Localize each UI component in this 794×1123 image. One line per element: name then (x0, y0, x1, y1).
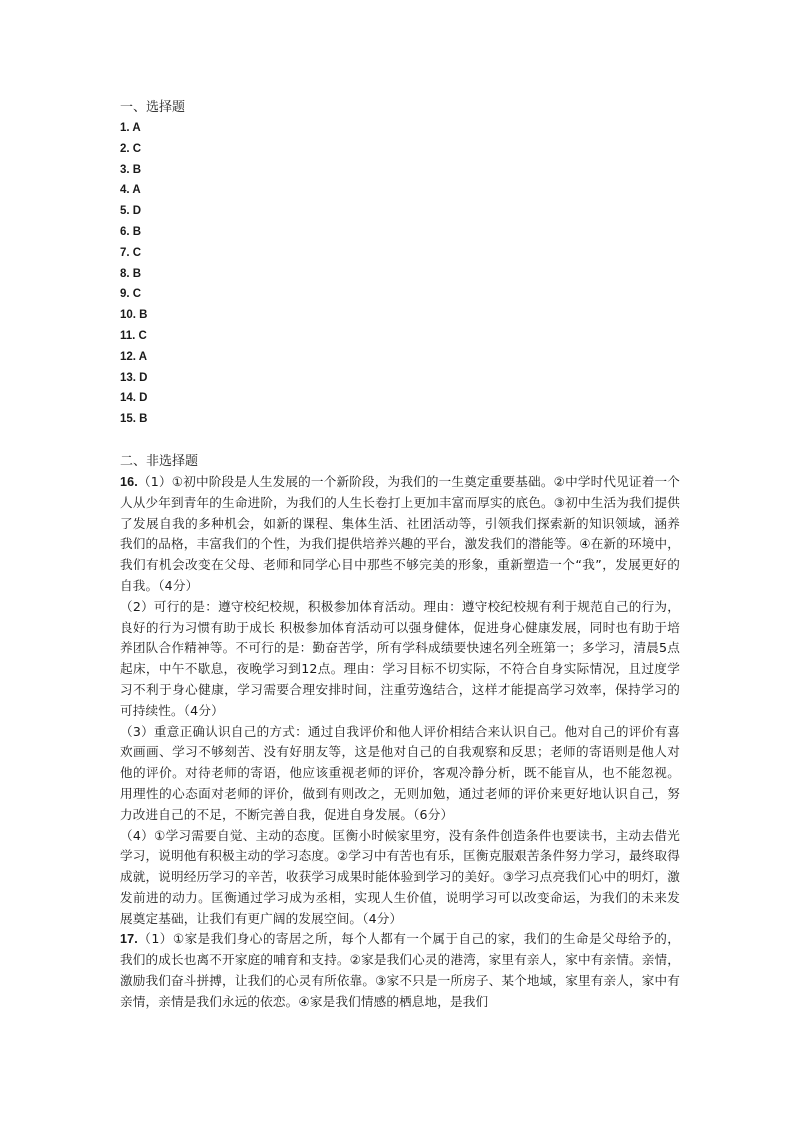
answer-document (120, 98, 680, 1013)
answer-text: （3）重意正确认识自己的方式：通过自我评价和他人评价相结合来认识自己。他对自己的评价有喜欢画画、学习不够刻苦、没有好朋友等，这是他对自己的自我观察和反思；老师的寄语则是他人对他的评价。对待老师的寄语，他应该重视老师的评价，客观冷静分析，既不能盲从，也不能忽视。用理性的心态面对老师的评价，做到有则改之，无则加勉，通过老师的评价来更好地认识自己，努力改进自己的不足，不断完善自我，促进自身发展。（6分） (120, 723, 680, 822)
choice-answer-item: 4. A (120, 184, 141, 197)
answer-text: （1）①初中阶段是人生发展的一个新阶段，为我们的一生奠定重要基础。②中学时代见证着一个人从少年到青年的生命进阶，为我们的人生长卷打上更加丰富而厚实的底色。③初中生活为我们提供了发展自我的多种机会，如新的课程、集体生活、社团活动等，引领我们探索新的知识领域，涵养我们的品格，丰富我们的个性，为我们提供培养兴趣的平台，激发我们的潜能等。④在新的环境中，我们有机会改变在父母、老师和同学心目中那些不够完美的形象，重新塑造一个“我”，发展更好的自我。（4分） (120, 473, 680, 593)
answer-text: （4）①学习需要自觉、主动的态度。匡衡小时候家里穷，没有条件创造条件也要读书，主动去借光学习，说明他有积极主动的学习态度。②学习中有苦也有乐，匡衡克服艰苦条件努力学习，最终取得成就，说明经历学习的辛苦，收获学习成果时能体验到学习的美好。③学习点亮我们心中的明灯，激发前进的动力。匡衡通过学习成为丞相，实现人生价值，说明学习可以改变命运，为我们的未来发展奠定基础，让我们有更广阔的发展空间。（4分） (120, 827, 680, 926)
section-heading-choice: 一、选择题 (120, 100, 186, 115)
choice-answer-item: 9. C (120, 288, 142, 301)
question-number: 16. (120, 474, 138, 489)
choice-answer-item: 11. C (120, 329, 147, 342)
choice-answer-item: 13. D (120, 371, 148, 384)
nonchoice-answers (120, 472, 680, 1013)
choice-answer-item: 5. D (120, 205, 142, 218)
choice-answer-item: 14. D (120, 392, 148, 405)
answer-paragraph (120, 722, 680, 826)
choice-answer-item: 6. B (120, 225, 142, 238)
answer-paragraph (120, 597, 680, 722)
choice-answer-item: 8. B (120, 267, 142, 280)
answer-paragraph (120, 826, 680, 930)
answer-paragraph (120, 929, 680, 1012)
answer-text: （2）可行的是：遵守校纪校规，积极参加体育活动。理由：遵守校纪校规有利于规范自己的行为，良好的行为习惯有助于成长 积极参加体育活动可以强身健体，促进身心健康发展，同时也有助于培养团队合作精神等。不可行的是：勤奋苦学，所有学科成绩要快速名列全班第一；多学习，清晨5点起床，中午不歇息，夜晚学习到12点。理由：学习目标不切实际，不符合自身实际情况，且过度学习不利于身心健康，学习需要合理安排时间，注重劳逸结合，这样才能提高学习效率，保持学习的可持续性。（4分） (120, 598, 680, 718)
choice-answer-item: 7. C (120, 246, 142, 259)
answer-text: （1）①家是我们身心的寄居之所，每个人都有一个属于自己的家，我们的生命是父母给予的，我们的成长也离不开家庭的哺育和支持。②家是我们心灵的港湾，家里有亲人，家中有亲情。亲情，激励我们奋斗拼搏，让我们的心灵有所依靠。③家不只是一所房子、某个地域，家里有亲人，家中有亲情，亲情是我们永远的依恋。④家是我们情感的栖息地，是我们 (120, 931, 680, 1009)
choice-answer-item: 2. C (120, 142, 142, 155)
choice-answer-item: 1. A (120, 122, 141, 134)
question-number: 17. (120, 932, 138, 947)
choice-answer-item: 15. B (120, 413, 148, 426)
choice-answer-item: 12. A (120, 350, 148, 363)
choice-answer-item: 3. B (120, 163, 142, 176)
choice-answer-item: 10. B (120, 309, 148, 322)
choice-answer-list (120, 118, 680, 430)
answer-paragraph (120, 472, 680, 597)
section-heading-nonchoice: 二、非选择题 (120, 453, 199, 469)
